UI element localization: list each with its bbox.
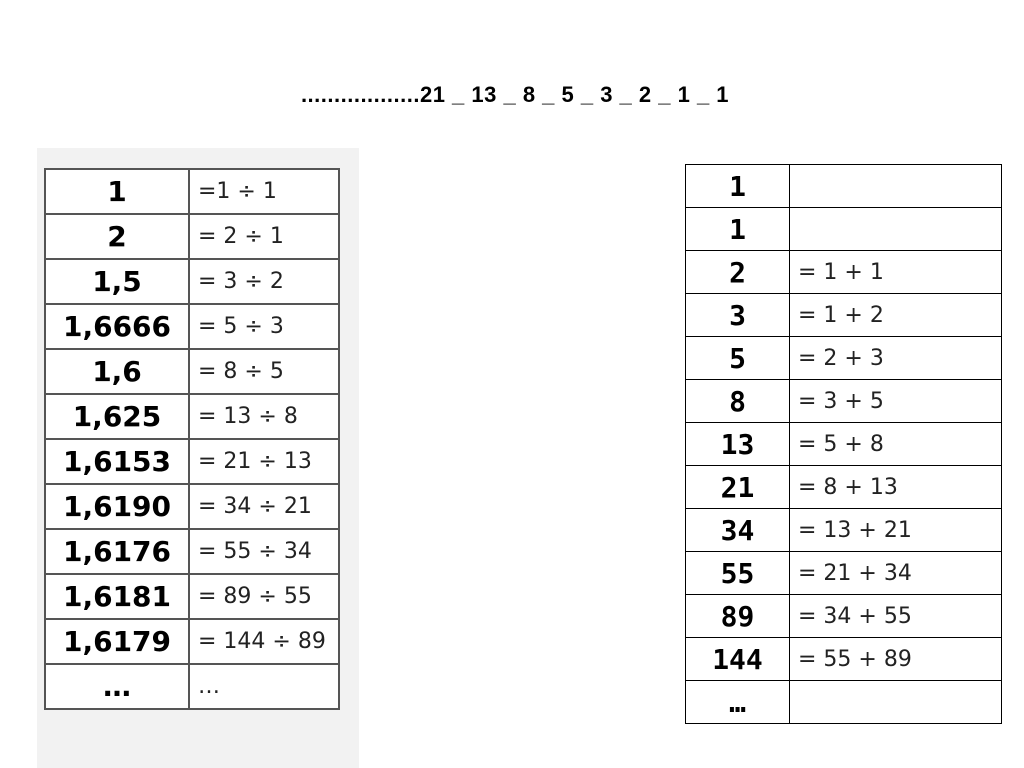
formula-cell: …: [189, 664, 339, 709]
table-row: [45, 259, 339, 304]
formula-cell: = 5 + 8: [790, 423, 1002, 466]
table-row: [686, 638, 1002, 681]
value-cell: 1: [686, 208, 790, 251]
table-row: [45, 619, 339, 664]
formula-cell: = 2 ÷ 1: [189, 214, 339, 259]
table-row: [686, 595, 1002, 638]
sequence-title: ..................21 _ 13 _ 8 _ 5 _ 3 _ 2 _ 1 _ 1: [300, 82, 730, 107]
formula-cell: = 1 + 1: [790, 251, 1002, 294]
formula-cell: = 21 ÷ 13: [189, 439, 339, 484]
table-row: [686, 337, 1002, 380]
value-cell: 55: [686, 552, 790, 595]
value-cell: 1,6: [45, 349, 189, 394]
formula-cell: = 55 + 89: [790, 638, 1002, 681]
table-row: [686, 165, 1002, 208]
table-row: [45, 394, 339, 439]
ratio-table: [44, 168, 340, 710]
value-cell: …: [686, 681, 790, 724]
formula-cell: = 8 + 13: [790, 466, 1002, 509]
table-row: [45, 529, 339, 574]
formula-cell: [790, 681, 1002, 724]
value-cell: …: [45, 664, 189, 709]
formula-cell: = 13 ÷ 8: [189, 394, 339, 439]
value-cell: 1: [45, 169, 189, 214]
formula-cell: [790, 208, 1002, 251]
formula-cell: = 34 ÷ 21: [189, 484, 339, 529]
formula-cell: = 8 ÷ 5: [189, 349, 339, 394]
table-row: [686, 380, 1002, 423]
table-row: [686, 423, 1002, 466]
formula-cell: = 21 + 34: [790, 552, 1002, 595]
value-cell: 1,6666: [45, 304, 189, 349]
value-cell: 8: [686, 380, 790, 423]
value-cell: 1,6153: [45, 439, 189, 484]
table-row: [45, 349, 339, 394]
fibonacci-table: [685, 164, 1002, 724]
formula-cell: = 89 ÷ 55: [189, 574, 339, 619]
value-cell: 5: [686, 337, 790, 380]
formula-cell: = 3 ÷ 2: [189, 259, 339, 304]
value-cell: 1,6176: [45, 529, 189, 574]
table-row: [45, 304, 339, 349]
formula-cell: =1 ÷ 1: [189, 169, 339, 214]
formula-cell: = 5 ÷ 3: [189, 304, 339, 349]
formula-cell: = 1 + 2: [790, 294, 1002, 337]
table-row: [45, 574, 339, 619]
value-cell: 144: [686, 638, 790, 681]
formula-cell: [790, 165, 1002, 208]
table-row: [45, 664, 339, 709]
table-row: [45, 484, 339, 529]
table-row: [686, 294, 1002, 337]
value-cell: 1,5: [45, 259, 189, 304]
table-row: [686, 509, 1002, 552]
table-row: [45, 439, 339, 484]
formula-cell: = 3 + 5: [790, 380, 1002, 423]
value-cell: 1: [686, 165, 790, 208]
table-row: [686, 251, 1002, 294]
formula-cell: = 55 ÷ 34: [189, 529, 339, 574]
value-cell: 1,6181: [45, 574, 189, 619]
value-cell: 21: [686, 466, 790, 509]
formula-cell: = 2 + 3: [790, 337, 1002, 380]
formula-cell: = 13 + 21: [790, 509, 1002, 552]
formula-cell: = 144 ÷ 89: [189, 619, 339, 664]
formula-cell: = 34 + 55: [790, 595, 1002, 638]
table-row: [686, 552, 1002, 595]
table-row: [45, 214, 339, 259]
value-cell: 1,6190: [45, 484, 189, 529]
table-row: [686, 681, 1002, 724]
value-cell: 34: [686, 509, 790, 552]
value-cell: 2: [686, 251, 790, 294]
value-cell: 2: [45, 214, 189, 259]
value-cell: 1,625: [45, 394, 189, 439]
table-row: [686, 208, 1002, 251]
table-row: [45, 169, 339, 214]
table-row: [686, 466, 1002, 509]
value-cell: 13: [686, 423, 790, 466]
value-cell: 3: [686, 294, 790, 337]
value-cell: 1,6179: [45, 619, 189, 664]
value-cell: 89: [686, 595, 790, 638]
